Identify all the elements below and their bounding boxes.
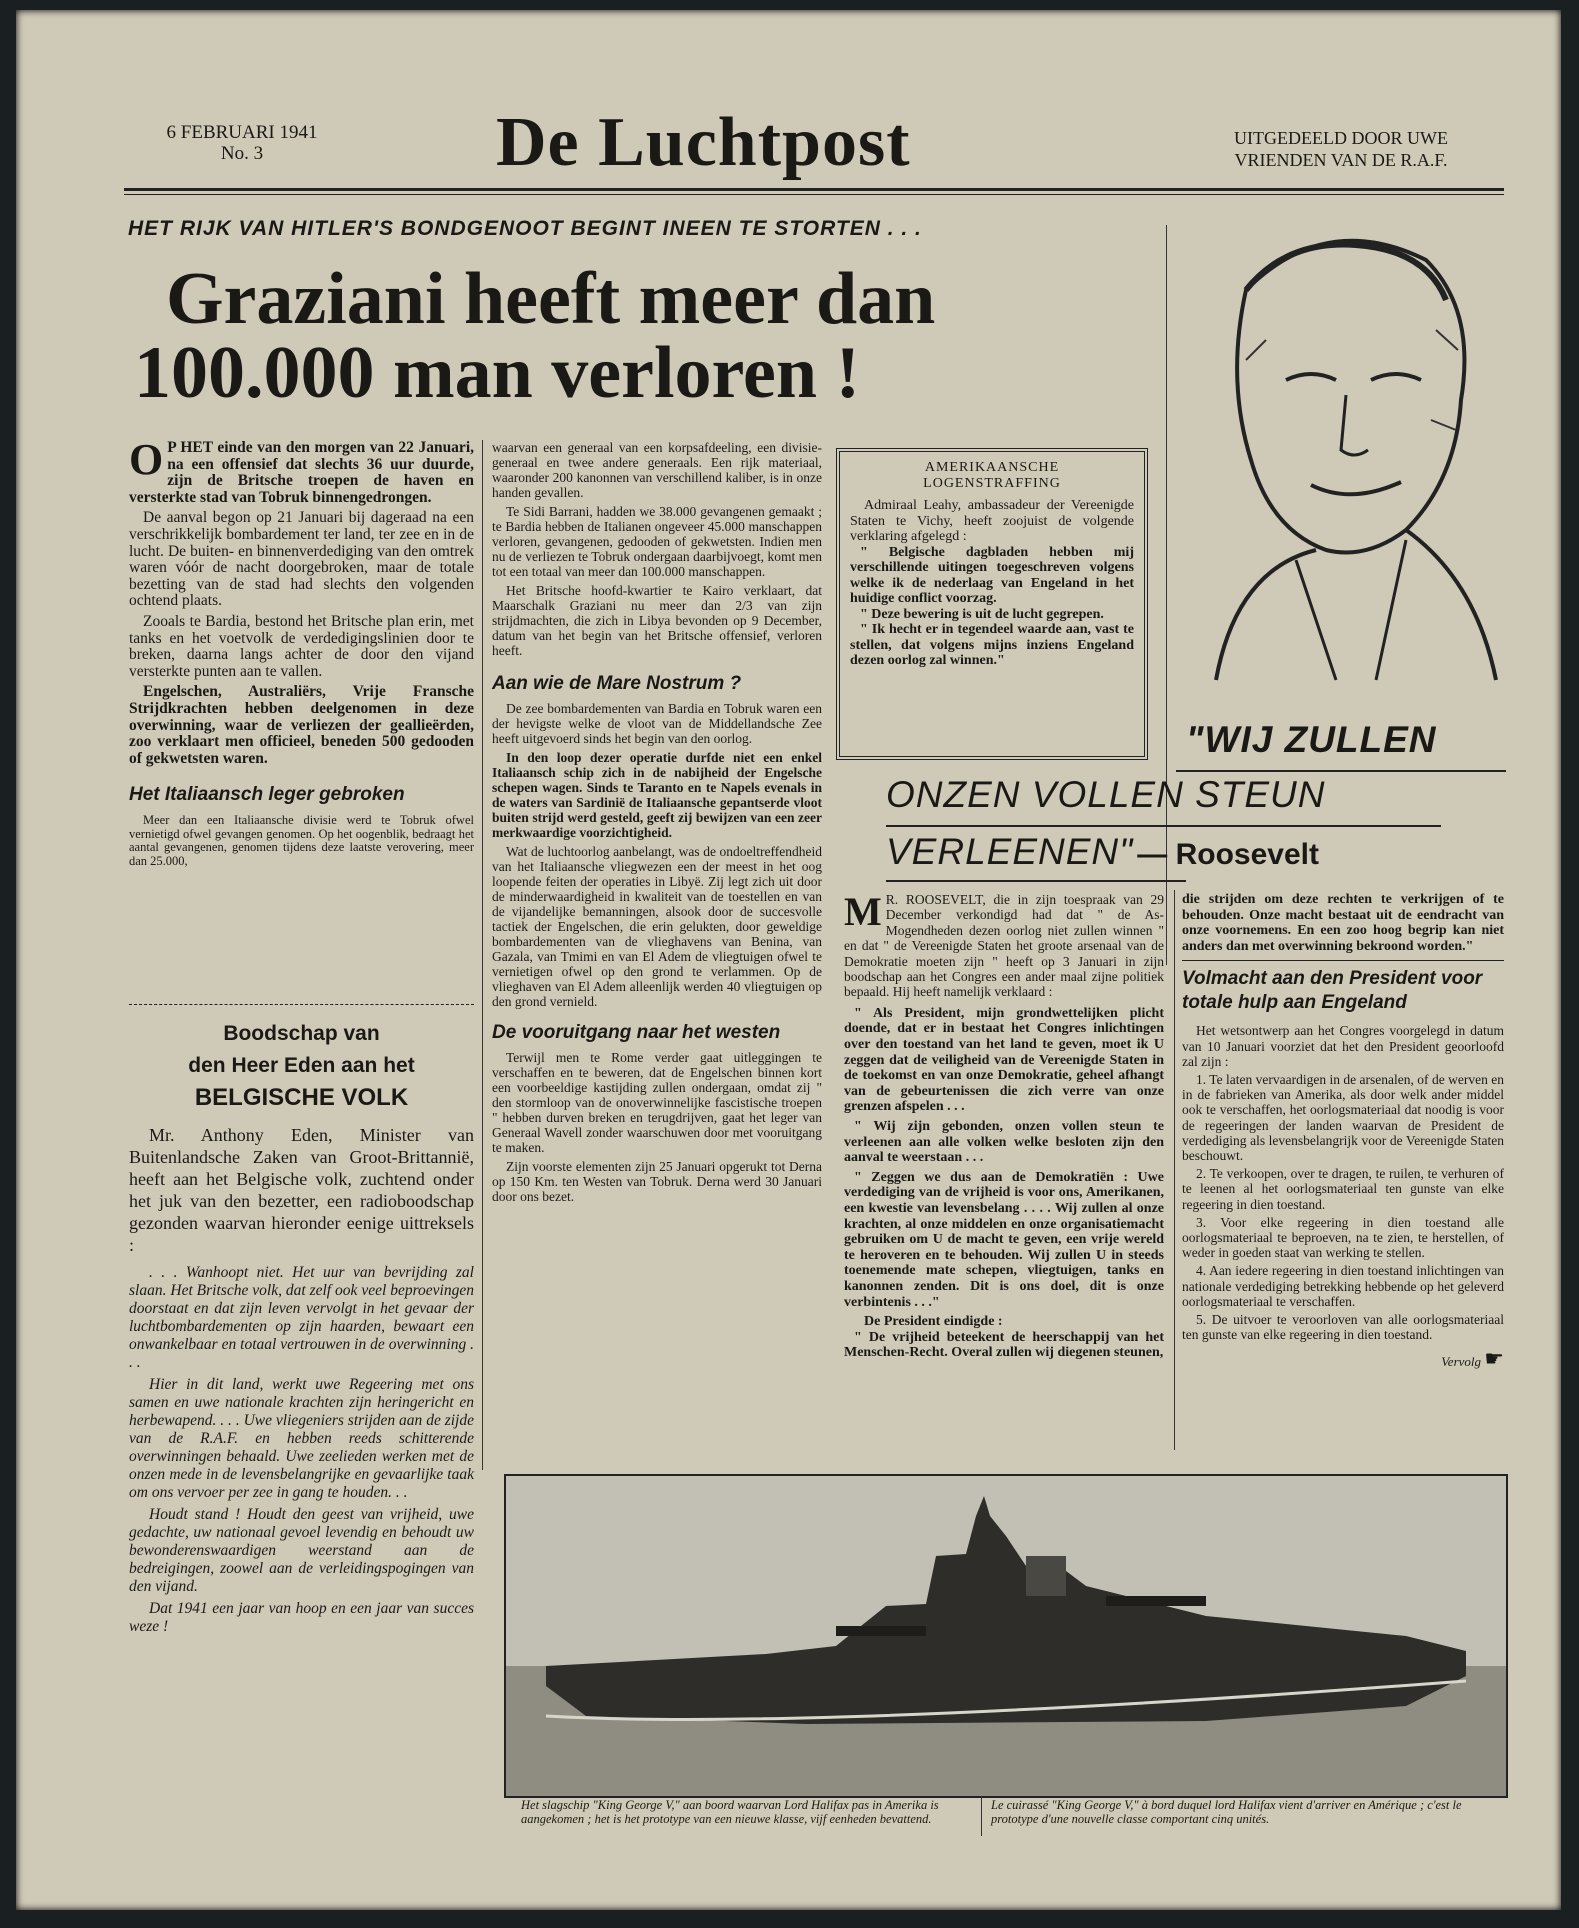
denial-box-title [850,460,1134,492]
roosevelt-headline-quote: VERLEENEN" [886,831,1134,872]
roosevelt-headline-line-2: ONZEN VOLLEN STEUN [886,774,1326,815]
eden-title-line-3: BELGISCHE VOLK [194,1084,409,1111]
roosevelt-column-2 [1182,892,1504,1372]
eden-title-line-2: den Heer Eden aan het [188,1054,415,1077]
lead-column-2 [492,440,822,1204]
lead-col2-p5: In den loop dezer operatie durfde niet een enkel Italiaansch schip zich in de nabijheid der Engelsche schepen wagen. Sinds te Taranto en te Napels evenals in de waters van Sardinië de Italiaansche gepantserde vloot buiten strijd werd gesteld, geeft zij bewijzen van een zeer merkwaardige voorzichtigheid. [492,750,822,840]
roosevelt-p1: R. ROOSEVELT, die in zijn toespraak van 29 December verkondigd had dat " de As-Mogendheden dezen oorlog niet zullen winnen " en dat " de Vereenigde Staten het groote arsenaal van de Demokratie moeten zijn " heeft op 3 Januari in zijn boodschap aan het Congres een ander maal zijne politiek bepaald. Hij heeft namelijk verklaard : [844,892,1164,1000]
denial-box-p4: " Ik hecht er in tegendeel waarde aan, vast te stellen, dat volgens mijns inziens Engeland dezen oorlog zal winnen." [850,622,1134,668]
column-divider [1174,890,1175,1450]
lead-col2-p8: Zijn voorste elementen zijn 25 Januari opgerukt tot Derna op 150 Km. ten Westen van Tobruk. Derna werd 30 Januari door ons bezet. [492,1159,822,1204]
lead-col2-p4: De zee bombardementen van Bardia en Tobruk waren een der hevigste welke de vloot van de Middellandsche Zee heeft uitgevoerd sinds het begin van den oorlog. [492,701,822,746]
pointing-hand-icon: ☛ [1484,1346,1504,1372]
issue-info [142,122,342,164]
roosevelt-dropcap: M [844,889,882,934]
lead-col1-p3: Zooals te Bardia, bestond het Britsche plan erin, met tanks en het voetvolk de verdedigingslinien door te breken, daarna langs achter de door den vijand versterkte punten aan te vallen. [129,612,474,680]
roosevelt-portrait [1176,220,1506,690]
issue-date: 6 FEBRUARI 1941 [166,122,318,143]
publisher-line-2: VRIENDEN VAN DE R.A.F. [1234,150,1448,170]
headline-rule [886,880,1186,882]
denial-box [836,448,1148,760]
subheading-full-powers: Volmacht aan den President voor totale hulp aan Engeland [1182,968,1483,1014]
continued-label: Vervolg [1441,1354,1482,1370]
continued-marker [1182,1346,1504,1372]
subheading-mare-nostrum: Aan wie de Mare Nostrum ? [492,673,742,694]
lead-col2-p6: Wat de luchtoorlog aanbelangt, was de ondoeltreffendheid van het Italiaansche vliegwezen een der meest in het oog loopende feiten der operaties in Libyë. Zij legt zich uit door de minderwaardigheid in kwaliteit van de toestellen en van de vijandelijke bemanningen, alsook door de succesvolle tactiek der Engelschen, die erin gelukten, door geweldige bombardementen van de vlieghavens van Benina, van Gazala, van Tmimi en van El Adem de vliegtuigen ofwel te vernietigen ofwel op den grond te verlammen. Op de vlieghaven van El Adem alleenlijk werden 40 vliegtuigen op den grond vernield. [492,844,822,1009]
headline-rule [886,825,1441,827]
lead-col2-p7: Terwijl men te Rome verder gaat uitleggingen te verschaffen en te beweren, dat de Engelschen binnen kort een voorbeeldige kastijding zullen ondergaan, omdat zij " den stormloop van de onoverwinnelijke fascistische troepen " hebben durven breken en terugdrijven, gaat het leger van Generaal Wavell zonder waarschuwen door met vooruitgang te maken. [492,1050,822,1155]
bill-item-1: 1. Te laten vervaardigen in de arsenalen, of de werven en in de fabrieken van Amerika, als door welk ander middel ook te verschaffen, het oorlogsmateriaal dat noodig is voor de regeeringen der landen waarvan de President de verdediging als levensbelangrijk voor de Vereenigde Staten beschouwt. [1182,1071,1504,1163]
lead-col1-p4: Engelschen, Australiërs, Vrije Fransche Strijdkrachten hebben deelgenomen in deze overwinning, waar de verliezen der geallieërden, zoo verklaart men officieel, beneden 500 gedooden of gekwetsten waren. [129,683,474,767]
eden-title [129,1018,474,1114]
issue-number: No. 3 [220,143,264,164]
eden-quote-3: Houdt stand ! Houdt den geest van vrijheid, uwe gedachte, uw nationaal gevoel levendig en behoudt uw bewonderenswaardigen weerstand aan de bedreigingen, zoowel aan de verleidingspogingen van den vijand. [129,1506,474,1595]
roosevelt-right-p1: die strijden om deze rechten te verkrijgen of te behouden. Onze macht bestaat uit de eendracht van onze voornemens. En een zoo hoog begrip kan niet anders dan met overwinning bekroond worden." [1182,892,1504,954]
publisher-line-1: UITGEDEELD DOOR UWE [1234,128,1448,148]
lead-col1-p1: P HET einde van den morgen van 22 Januari, na een offensief dat slechts 36 uur duurde, zijn de Britsche troepen de haven en versterkte stad van Tobruk binnengedrongen. [129,439,474,506]
newspaper-page [16,10,1561,1910]
newspaper-title: De Luchtpost [496,104,911,181]
roosevelt-column-1 [844,889,1164,1361]
roosevelt-quote-1: " Als President, mijn grondwettelijken plicht doende, dat er in bestaat het Congres inlichtingen over den toestand van het land te geven, moet ik U zeggen dat de veiligheid van de Vereenigde Staten in de toekomst en van onze Demokratie, geheel afhangt van de gebeurtenissen die zich verre van onze grenzen afspelen . . . [844,1005,1164,1115]
bill-item-5: 5. De uitvoer te veroorloven van alle oorlogsmateriaal ten gunste van elke regeering in dien toestand. [1182,1312,1504,1343]
subheading-advance-west: De vooruitgang naar het westen [492,1022,781,1043]
bill-item-2: 2. Te verkoopen, over te dragen, te ruilen, te verhuren of te leenen al het oorlogsmateriaal ten gunste van elke regeering in dien toestand. [1182,1166,1504,1212]
roosevelt-quote-3: " Zeggen we dus aan de Demokratiën : Uwe verdediging van de vrijheid is voor ons, Amerikanen, een kwestie van levensbelang . . . . Wij zullen al onze krachten, al onze middelen en onze organisatiemacht gebruiken om U de macht te geven, een vrije wereld te heroveren en te behouden. Wij zullen U in steeds toenemende mate schepen, vliegtuigen, tanks en kanonnen zenden. Dit is ons doel, dit is onze verbintenis . . ." [844,1169,1164,1310]
photo-caption-french: Le cuirassé "King George V," à bord duquel lord Halifax vient d'arriver en Amérique ; c'est le prototype d'une nouvelle classe comportant cinq unités. [991,1798,1462,1826]
roosevelt-headline-line-3 [886,830,1486,874]
eden-quote-2: Hier in dit land, werkt uwe Regeering met ons samen en uwe nationale krachten zijn heringericht en herbewapend. . . . Uwe vliegeniers strijden aan de zijde van de R.A.F. en hebben reeds schitterende overwinningen behaald. Uwe zeelieden werken met de onzen mede in de levensbelangrijke en gevaarlijke taak om ons vervoer per zee in gang te houden. . . [129,1376,474,1501]
denial-box-title-line-2: LOGENSTRAFFING [923,476,1061,491]
lead-col1-p2: De aanval begon op 21 Januari bij dageraad na een verschrikkelijk bombardement ter land, ter zee en in de lucht. De buiten- en binnenverdediging van den omtrek waren vóór de nacht doorgebroken, maar de totale bezetting van de stad had slechts den volgenden ochtend plaats. [129,509,474,610]
lead-headline-line-1: Graziani heeft meer dan [166,258,936,340]
lead-col2-p2: Te Sidi Barrani, hadden we 38.000 gevangenen gemaakt ; te Bardia hebben de Italianen ongeveer 45.000 manschappen verloren, gevangenen, gedooden of gekwetsten. Indien men nu de verliezen te Tobruk ondergaan daarbijvoegt, komt men tot een totaal van meer dan 100.000 manschappen. [492,504,822,579]
eden-article [129,1018,474,1636]
kicker: HET RIJK VAN HITLER'S BONDGENOOT BEGINT INEEN TE STORTEN . . . [128,217,922,240]
eden-intro: Mr. Anthony Eden, Minister van Buitenlandsche Zaken van Groot-Brittannië, heeft aan het Belgische volk, zuchtend onder het juk van den bezetter, een radioboodschap gezonden waarvan hieronder eenige uittreksels : [129,1125,474,1255]
caption-divider [981,1796,982,1836]
section-rule [1182,960,1504,961]
eden-quote-1: . . . Wanhoopt niet. Het uur van bevrijding zal slaan. Het Britsche volk, dat zelf ook veel beproevingen doorstaat en dat zijn leven vervolgt in het gevaar der luchtbombardementen op zijn haarden, bewaart een onwankelbaar en totaal vertrouwen in de overwinning . . . [129,1264,474,1371]
headline-rule [1176,770,1506,772]
roosevelt-quote-4: " De vrijheid beteekent de heerschappij van het Menschen-Recht. Overal zullen wij diegenen steunen, [844,1329,1164,1361]
denial-box-p2: " Belgische dagbladen hebben mij verschillende uitingen toegeschreven volgens welke ik de nederlaag van Engeland in het huidige conflict voorzag. [850,544,1134,606]
column-divider [482,440,483,1470]
roosevelt-quote-2: " Wij zijn gebonden, onzen vollen steun te verleenen aan alle volken welke besloten zijn den aanval te weerstaan . . . [844,1119,1164,1166]
lead-headline-line-2: 100.000 man verloren ! [134,332,861,414]
roosevelt-quote-4-label: De President eindigde : [864,1314,1003,1330]
roosevelt-right-p2: Het wetsontwerp aan het Congres voorgelegd in datum van 10 Januari voorziet dat het den President geoorloofd zal zijn : [1182,1023,1504,1069]
subheading-italian-army: Het Italiaansch leger gebroken [129,784,405,806]
bill-item-4: 4. Aan iedere regeering in dien toestand inlichtingen van nationale verdediging betrekking hebbende op het geleverd oorlogsmateriaal te verschaffen. [1182,1263,1504,1309]
photo-caption-dutch: Het slagschip "King George V," aan boord waarvan Lord Halifax pas in Amerika is aangekomen ; het is het prototype van een nieuwe klasse, vijf eenheden bevattend. [521,1798,939,1826]
denial-box-title-line-1: AMERIKAANSCHE [924,460,1060,475]
denial-box-p1: Admiraal Leahy, ambassadeur der Vereenigde Staten te Vichy, heeft zoojuist de volgende verklaring afgelegd : [850,498,1134,544]
section-rule [129,1004,474,1007]
lead-headline [134,258,1164,414]
masthead-rule-thin [124,194,1504,195]
lead-col1-p5: Meer dan een Italiaansche divisie werd te Tobruk ofwel vernietigd ofwel gevangen genomen. Op het oogenblik, bedraagt het aantal gevangenen, genomen tijdens deze laatste verovering, meer dan 25.000, [129,813,474,869]
eden-title-line-1: Boodschap van [223,1022,380,1045]
roosevelt-headline-line-1: "WIJ ZULLEN [1186,719,1437,760]
lead-col2-p3: Het Britsche hoofd-kwartier te Kairo verklaart, dat Maarschalk Graziani nu meer dan 2/3 van zijn strijdmachten, die zich in Libya bevonden op 9 December, datum van het begin van het Britsche offensief, verloren heeft. [492,583,822,658]
lead-col2-p1: waarvan een generaal van een korpsafdeeling, een divisie-generaal en twee andere generaals. Een rijk materiaal, waaronder 200 kanonnen van verschillend kaliber, is in onze handen gevallen. [492,440,822,500]
denial-box-p3: " Deze bewering is uit de lucht gegrepen. [860,606,1104,622]
lead-column-1 [129,435,474,869]
bill-item-3: 3. Voor elke regeering in dien toestand alle oorlogsmateriaal te beproeven, na te zien, te herstellen, of weder in goeden staat van werking te stellen. [1182,1214,1504,1261]
masthead-rule [124,188,1504,191]
lead-dropcap: O [129,435,164,484]
publisher [1191,127,1491,171]
eden-quote-4: Dat 1941 een jaar van hoop en een jaar van succes weze ! [129,1600,474,1635]
roosevelt-headline-attribution: — Roosevelt [1137,838,1319,871]
battleship-photo [504,1474,1508,1798]
